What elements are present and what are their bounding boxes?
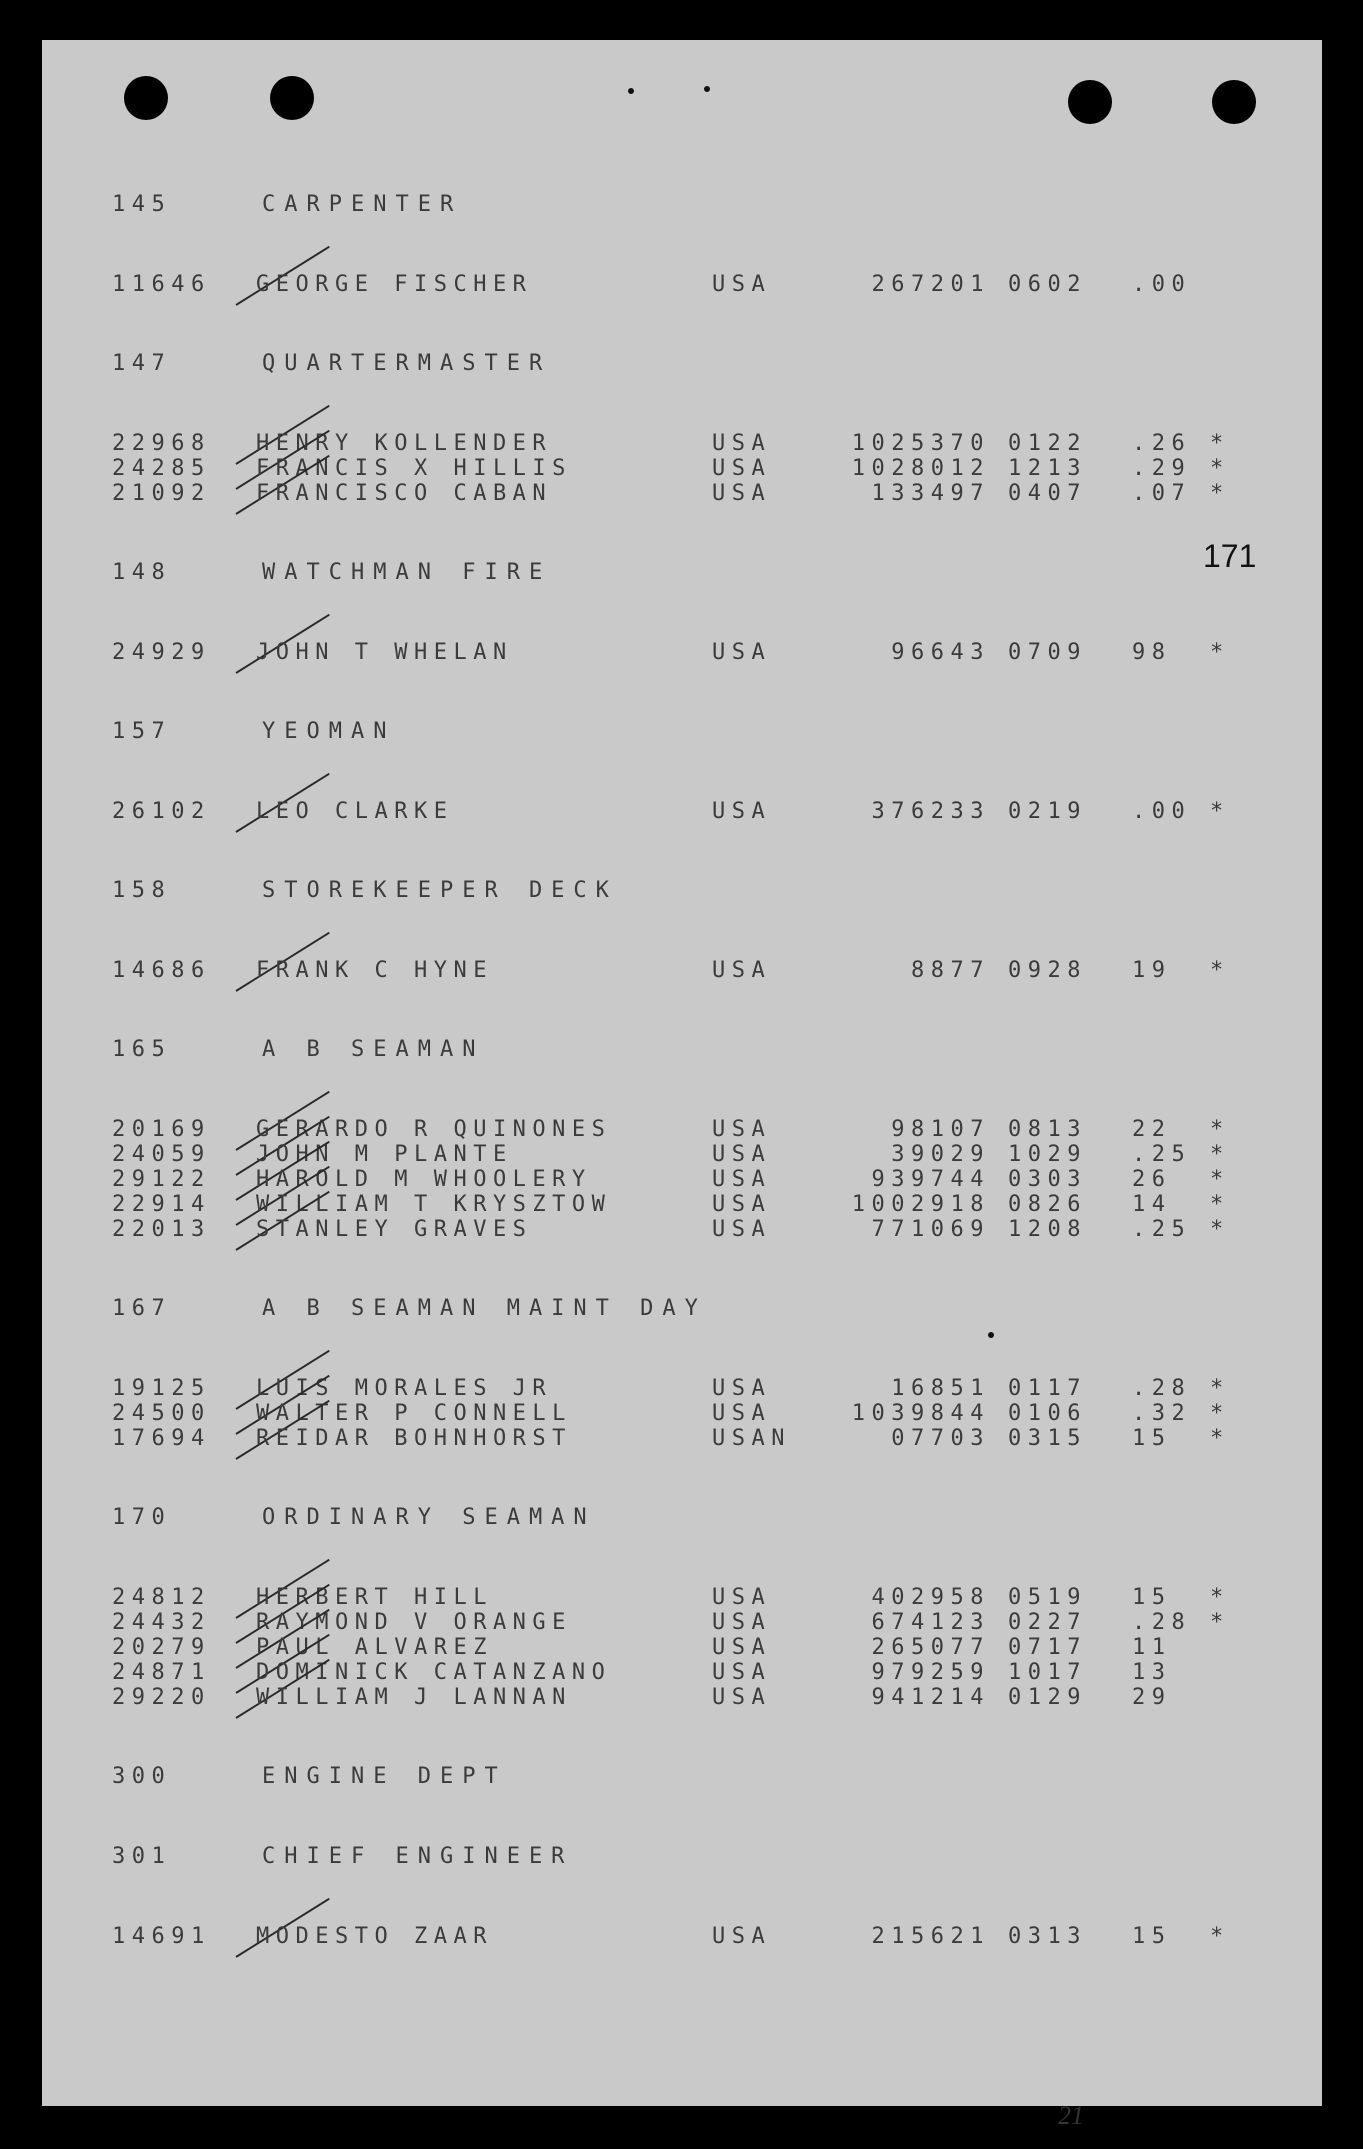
asterisk-mark: * (1210, 958, 1230, 983)
crew-number: 24871 (112, 1660, 211, 1685)
section-title: WATCHMAN FIRE (262, 560, 552, 585)
reference-number: 674123 (871, 1610, 990, 1635)
crew-name: FRANCISCO CABAN (256, 481, 553, 506)
crew-row (0, 958, 1363, 984)
citizenship: USA (712, 1401, 772, 1426)
reference-number: 939744 (871, 1167, 990, 1192)
crew-row (0, 481, 1363, 507)
crew-row (0, 640, 1363, 666)
section-header (0, 192, 1363, 218)
section-title: CHIEF ENGINEER (262, 1844, 574, 1869)
crew-name: LUIS MORALES JR (256, 1376, 553, 1401)
citizenship: USA (712, 1167, 772, 1192)
section-header (0, 878, 1363, 904)
reference-number: 265077 (871, 1635, 990, 1660)
date-code: 0928 (1008, 958, 1087, 983)
value: .29 (1132, 456, 1192, 481)
citizenship: USA (712, 958, 772, 983)
asterisk-mark: * (1210, 640, 1230, 665)
crew-name: WILLIAM J LANNAN (256, 1685, 572, 1710)
section-header (0, 1844, 1363, 1870)
citizenship: USA (712, 1376, 772, 1401)
section-code: 301 (112, 1844, 172, 1869)
date-code: 1213 (1008, 456, 1087, 481)
citizenship: USA (712, 1142, 772, 1167)
date-code: 0227 (1008, 1610, 1087, 1635)
value: 15 (1132, 1924, 1172, 1949)
crew-name: MODESTO ZAAR (256, 1924, 493, 1949)
value: .25 (1132, 1142, 1192, 1167)
reference-number: 267201 (871, 272, 990, 297)
crew-name: FRANCIS X HILLIS (256, 456, 572, 481)
date-code: 1208 (1008, 1217, 1087, 1242)
crew-row (0, 1660, 1363, 1686)
crew-name: HAROLD M WHOOLERY (256, 1167, 592, 1192)
crew-name: HENRY KOLLENDER (256, 431, 553, 456)
date-code: 0122 (1008, 431, 1087, 456)
citizenship: USA (712, 1924, 772, 1949)
reference-number: 98107 (891, 1117, 990, 1142)
date-code: 0106 (1008, 1401, 1087, 1426)
reference-number: 215621 (871, 1924, 990, 1949)
crew-name: HERBERT HILL (256, 1585, 493, 1610)
reference-number: 771069 (871, 1217, 990, 1242)
crew-row (0, 1401, 1363, 1427)
page-number: 171 (1203, 538, 1257, 574)
section-title: CARPENTER (262, 192, 463, 217)
crew-number: 14686 (112, 958, 211, 983)
asterisk-mark: * (1210, 1585, 1230, 1610)
crew-row (0, 1217, 1363, 1243)
date-code: 0407 (1008, 481, 1087, 506)
date-code: 0813 (1008, 1117, 1087, 1142)
reference-number: 39029 (891, 1142, 990, 1167)
reference-number: 07703 (891, 1426, 990, 1451)
crew-name: WILLIAM T KRYSZTOW (256, 1192, 612, 1217)
crew-name: GEORGE FISCHER (256, 272, 533, 297)
citizenship: USA (712, 1585, 772, 1610)
crew-number: 22968 (112, 431, 211, 456)
date-code: 0219 (1008, 799, 1087, 824)
section-header (0, 1296, 1363, 1322)
crew-row (0, 1635, 1363, 1661)
section-code: 167 (112, 1296, 172, 1321)
asterisk-mark: * (1210, 431, 1230, 456)
date-code: 0129 (1008, 1685, 1087, 1710)
date-code: 0519 (1008, 1585, 1087, 1610)
citizenship: USAN (712, 1426, 791, 1451)
section-header (0, 719, 1363, 745)
value: 13 (1132, 1660, 1172, 1685)
section-title: A B SEAMAN MAINT DAY (262, 1296, 707, 1321)
value: 98 (1132, 640, 1172, 665)
crew-name: WALTER P CONNELL (256, 1401, 572, 1426)
crew-row (0, 1610, 1363, 1636)
crew-name: LEO CLARKE (256, 799, 454, 824)
value: 15 (1132, 1426, 1172, 1451)
asterisk-mark: * (1210, 1376, 1230, 1401)
value: 19 (1132, 958, 1172, 983)
date-code: 0826 (1008, 1192, 1087, 1217)
section-code: 148 (112, 560, 172, 585)
section-title: STOREKEEPER DECK (262, 878, 618, 903)
date-code: 0117 (1008, 1376, 1087, 1401)
reference-number: 979259 (871, 1660, 990, 1685)
section-code: 170 (112, 1505, 172, 1530)
section-code: 145 (112, 192, 172, 217)
crew-row (0, 1192, 1363, 1218)
citizenship: USA (712, 799, 772, 824)
crew-row (0, 1426, 1363, 1452)
crew-row (0, 1924, 1363, 1950)
citizenship: USA (712, 1635, 772, 1660)
value: 15 (1132, 1585, 1172, 1610)
crew-number: 20279 (112, 1635, 211, 1660)
crew-number: 24285 (112, 456, 211, 481)
crew-number: 11646 (112, 272, 211, 297)
asterisk-mark: * (1210, 1192, 1230, 1217)
asterisk-mark: * (1210, 456, 1230, 481)
crew-number: 29122 (112, 1167, 211, 1192)
crew-row (0, 1142, 1363, 1168)
section-code: 165 (112, 1037, 172, 1062)
section-code: 157 (112, 719, 172, 744)
crew-name: PAUL ALVAREZ (256, 1635, 493, 1660)
crew-name: DOMINICK CATANZANO (256, 1660, 612, 1685)
section-code: 300 (112, 1764, 172, 1789)
crew-row (0, 1376, 1363, 1402)
asterisk-mark: * (1210, 1610, 1230, 1635)
asterisk-mark: * (1210, 1401, 1230, 1426)
crew-number: 24929 (112, 640, 211, 665)
section-header (0, 1764, 1363, 1790)
crew-number: 29220 (112, 1685, 211, 1710)
crew-number: 24500 (112, 1401, 211, 1426)
crew-name: REIDAR BOHNHORST (256, 1426, 572, 1451)
value: .25 (1132, 1217, 1192, 1242)
date-code: 0303 (1008, 1167, 1087, 1192)
value: .32 (1132, 1401, 1192, 1426)
crew-name: GERARDO R QUINONES (256, 1117, 612, 1142)
reference-number: 1025370 (851, 431, 990, 456)
section-header (0, 1505, 1363, 1531)
value: .07 (1132, 481, 1192, 506)
crew-number: 20169 (112, 1117, 211, 1142)
section-title: ENGINE DEPT (262, 1764, 507, 1789)
section-code: 147 (112, 351, 172, 376)
crew-row (0, 272, 1363, 298)
crew-name: RAYMOND V ORANGE (256, 1610, 572, 1635)
value: .00 (1132, 799, 1192, 824)
crew-number: 22013 (112, 1217, 211, 1242)
date-code: 0315 (1008, 1426, 1087, 1451)
citizenship: USA (712, 1660, 772, 1685)
section-header (0, 351, 1363, 377)
reference-number: 1002918 (851, 1192, 990, 1217)
asterisk-mark: * (1210, 1217, 1230, 1242)
reference-number: 96643 (891, 640, 990, 665)
date-code: 1017 (1008, 1660, 1087, 1685)
reference-number: 376233 (871, 799, 990, 824)
section-header (0, 1037, 1363, 1063)
citizenship: USA (712, 272, 772, 297)
crew-row (0, 1167, 1363, 1193)
citizenship: USA (712, 1610, 772, 1635)
asterisk-mark: * (1210, 481, 1230, 506)
crew-row (0, 1585, 1363, 1611)
asterisk-mark: * (1210, 1142, 1230, 1167)
crew-number: 21092 (112, 481, 211, 506)
citizenship: USA (712, 431, 772, 456)
crew-row (0, 431, 1363, 457)
crew-name: FRANK C HYNE (256, 958, 493, 983)
reference-number: 941214 (871, 1685, 990, 1710)
crew-number: 17694 (112, 1426, 211, 1451)
crew-row (0, 1685, 1363, 1711)
asterisk-mark: * (1210, 1117, 1230, 1142)
value: 11 (1132, 1635, 1172, 1660)
reference-number: 133497 (871, 481, 990, 506)
crew-number: 14691 (112, 1924, 211, 1949)
crew-row (0, 1117, 1363, 1143)
crew-number: 24812 (112, 1585, 211, 1610)
value: .26 (1132, 431, 1192, 456)
reference-number: 402958 (871, 1585, 990, 1610)
citizenship: USA (712, 640, 772, 665)
date-code: 0313 (1008, 1924, 1087, 1949)
asterisk-mark: * (1210, 1924, 1230, 1949)
asterisk-mark: * (1210, 799, 1230, 824)
crew-number: 22914 (112, 1192, 211, 1217)
crew-row (0, 456, 1363, 482)
asterisk-mark: * (1210, 1426, 1230, 1451)
date-code: 0709 (1008, 640, 1087, 665)
crew-number: 26102 (112, 799, 211, 824)
handwritten-mark: 21 (1058, 2101, 1084, 2130)
citizenship: USA (712, 1217, 772, 1242)
crew-name: JOHN T WHELAN (256, 640, 513, 665)
value: .28 (1132, 1610, 1192, 1635)
section-title: QUARTERMASTER (262, 351, 552, 376)
date-code: 0717 (1008, 1635, 1087, 1660)
reference-number: 16851 (891, 1376, 990, 1401)
citizenship: USA (712, 1192, 772, 1217)
citizenship: USA (712, 1685, 772, 1710)
reference-number: 1028012 (851, 456, 990, 481)
section-title: YEOMAN (262, 719, 396, 744)
citizenship: USA (712, 456, 772, 481)
crew-name: JOHN M PLANTE (256, 1142, 513, 1167)
reference-number: 8877 (911, 958, 990, 983)
section-title: ORDINARY SEAMAN (262, 1505, 596, 1530)
value: .00 (1132, 272, 1192, 297)
section-code: 158 (112, 878, 172, 903)
asterisk-mark: * (1210, 1167, 1230, 1192)
value: .28 (1132, 1376, 1192, 1401)
section-title: A B SEAMAN (262, 1037, 485, 1062)
crew-number: 19125 (112, 1376, 211, 1401)
value: 22 (1132, 1117, 1172, 1142)
value: 29 (1132, 1685, 1172, 1710)
crew-number: 24059 (112, 1142, 211, 1167)
citizenship: USA (712, 1117, 772, 1142)
crew-number: 24432 (112, 1610, 211, 1635)
value: 14 (1132, 1192, 1172, 1217)
date-code: 1029 (1008, 1142, 1087, 1167)
reference-number: 1039844 (851, 1401, 990, 1426)
section-header (0, 560, 1363, 586)
value: 26 (1132, 1167, 1172, 1192)
date-code: 0602 (1008, 272, 1087, 297)
crew-name: STANLEY GRAVES (256, 1217, 533, 1242)
citizenship: USA (712, 481, 772, 506)
crew-row (0, 799, 1363, 825)
